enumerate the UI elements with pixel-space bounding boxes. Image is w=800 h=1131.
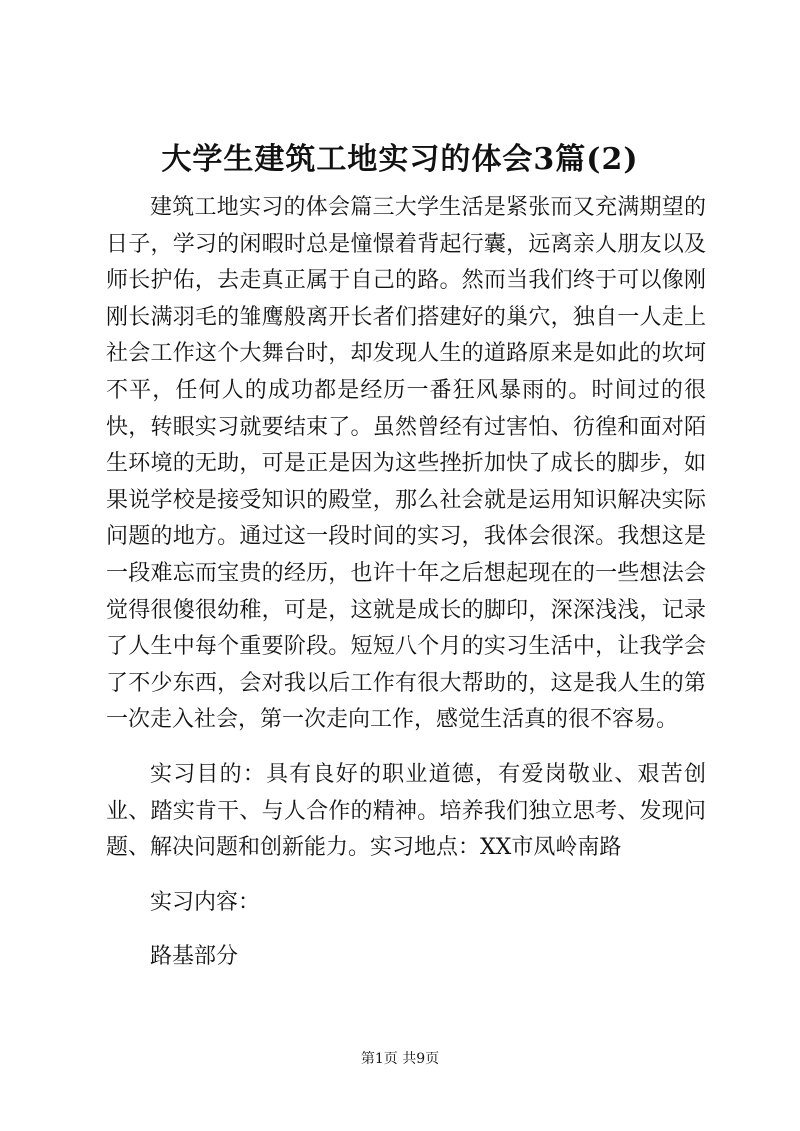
- paragraph-purpose: 实习目的：具有良好的职业道德，有爱岗敬业、艰苦创业、踏实肯干、与人合作的精神。培养我们独立思考、发现问题、解决问题和创新能力。实习地点：XX市凤岭南路: [106, 761, 706, 861]
- document-body: [106, 190, 706, 976]
- document-title: 大学生建筑工地实习的体会3篇(2): [161, 142, 639, 177]
- page-footer: 第1页 共9页: [360, 1051, 440, 1067]
- paragraph-content-heading: 实习内容：: [150, 889, 261, 915]
- paragraph-intro: 建筑工地实习的体会篇三大学生活是紧张而又充满期望的日子，学习的闲暇时总是憧憬着背起行囊，远离亲人朋友以及师长护佑，去走真正属于自己的路。然而当我们终于可以像刚刚长满羽毛的雏鹰般离开长者们搭建好的巢穴，独自一人走上社会工作这个大舞台时，却发现人生的道路原来是如此的坎坷不平，任何人的成功都是经历一番狂风暴雨的。时间过的很快，转眼实习就要结束了。虽然曾经有过害怕、彷徨和面对陌生环境的无助，可是正是因为这些挫折加快了成长的脚步，如果说学校是接受知识的殿堂，那么社会就是运用知识解决实际问题的地方。通过这一段时间的实习，我体会很深。我想这是一段难忘而宝贵的经历，也许十年之后想起现在的一些想法会觉得很傻很幼稚，可是，这就是成长的脚印，深深浅浅，记录了人生中每个重要阶段。短短八个月的实习生活中，让我学会了不少东西，会对我以后工作有很大帮助的，这是我人生的第一次走入社会，第一次走向工作，感觉生活真的很不容易。: [106, 195, 706, 733]
- paragraph-roadbed-section: 路基部分: [150, 944, 239, 970]
